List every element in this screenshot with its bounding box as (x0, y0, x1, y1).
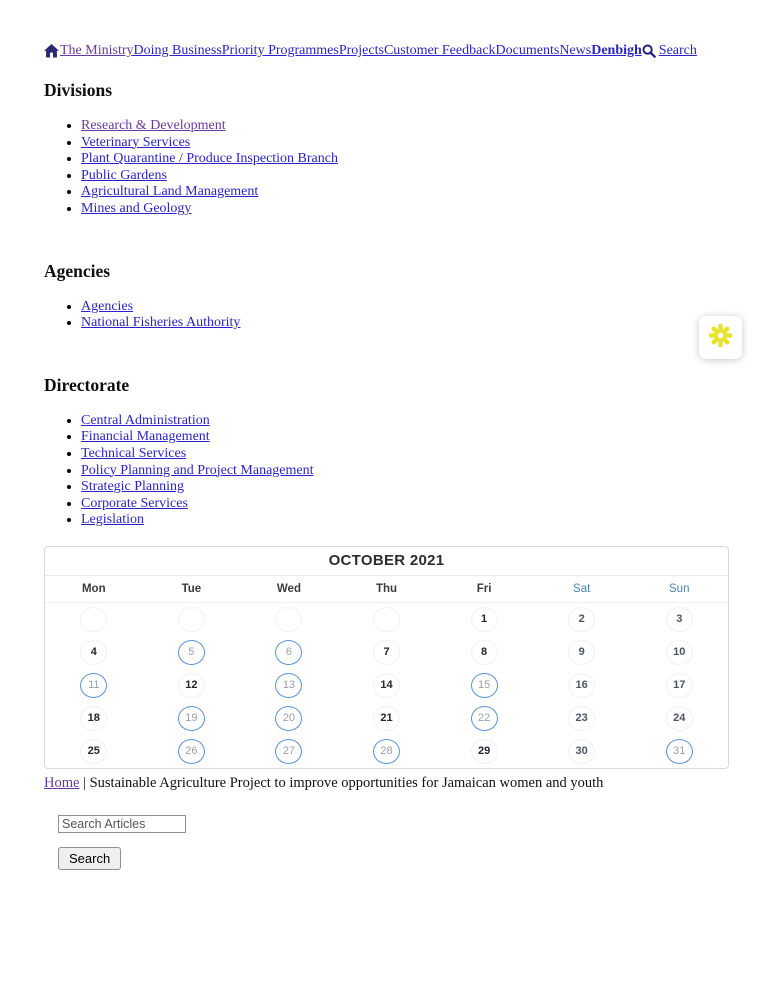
calendar-day-16: 16 (568, 673, 595, 698)
calendar (44, 546, 729, 769)
page-tagline: Sustainable Agriculture Project to improve opportunities for Jamaican women and youth (89, 774, 604, 791)
list-item (81, 184, 729, 201)
list-item (81, 315, 729, 332)
calendar-day-12: 12 (178, 673, 205, 698)
calendar-dow-fri: Fri (476, 582, 492, 595)
calendar-cell (143, 669, 241, 702)
home-icon-link[interactable] (44, 44, 59, 58)
calendar-cell (630, 603, 728, 636)
calendar-cell (435, 669, 533, 702)
calendar-cell (533, 735, 631, 768)
section-list-agencies (44, 299, 729, 332)
calendar-dow-mon: Mon (81, 582, 106, 595)
calendar-week-row (45, 702, 728, 735)
calendar-day-15[interactable]: 15 (471, 673, 498, 698)
nav-link-denbigh[interactable]: Denbigh (591, 43, 642, 58)
calendar-cell (240, 669, 338, 702)
calendar-day-6[interactable]: 6 (275, 640, 302, 665)
list-item (81, 479, 729, 496)
link-technical-services[interactable]: Technical Services (81, 445, 187, 461)
calendar-cell (435, 603, 533, 636)
sections (44, 80, 729, 529)
calendar-dow-tue: Tue (181, 582, 202, 595)
list-item (81, 496, 729, 513)
calendar-day-8: 8 (471, 640, 498, 665)
accessibility-widget-button[interactable] (699, 316, 742, 359)
calendar-cell (435, 735, 533, 768)
calendar-day-19[interactable]: 19 (178, 706, 205, 731)
section-list-directorate (44, 413, 729, 529)
home-link[interactable]: Home (44, 774, 80, 791)
calendar-dow-sun: Sun (669, 582, 690, 595)
list-item (81, 413, 729, 430)
calendar-day-24: 24 (666, 706, 693, 731)
list-item (81, 429, 729, 446)
nav-link-news[interactable]: News (559, 43, 592, 58)
calendar-day-30: 30 (568, 739, 595, 764)
calendar-day-13[interactable]: 13 (275, 673, 302, 698)
nav-link-documents[interactable]: Documents (495, 43, 560, 58)
link-strategic-planning[interactable]: Strategic Planning (81, 479, 185, 495)
calendar-day-29: 29 (471, 739, 498, 764)
calendar-day-23: 23 (568, 706, 595, 731)
calendar-day-17: 17 (666, 673, 693, 698)
nav-search-label: Search (658, 43, 697, 58)
breadcrumb-separator: | (79, 774, 90, 791)
calendar-cell (630, 735, 728, 768)
calendar-day-21: 21 (373, 706, 400, 731)
calendar-day-18: 18 (80, 706, 107, 731)
calendar-cell (338, 702, 436, 735)
calendar-cell (45, 669, 143, 702)
section-heading-directorate: Directorate (44, 374, 130, 395)
calendar-empty-day (80, 607, 107, 632)
calendar-cell (338, 603, 436, 636)
article-search-input[interactable] (58, 815, 186, 833)
nav-search-link[interactable] (642, 43, 697, 59)
calendar-day-2: 2 (568, 607, 595, 632)
breadcrumb (44, 775, 729, 792)
calendar-cell (143, 603, 241, 636)
calendar-cell (143, 735, 241, 768)
calendar-cell (240, 735, 338, 768)
article-search-form (58, 815, 729, 870)
nav-link-projects[interactable]: Projects (338, 43, 384, 58)
calendar-day-31[interactable]: 31 (666, 739, 693, 764)
link-central-administration[interactable]: Central Administration (81, 412, 210, 428)
calendar-day-11[interactable]: 11 (80, 673, 107, 698)
link-agricultural-land-management[interactable]: Agricultural Land Management (81, 184, 259, 200)
calendar-cell (45, 702, 143, 735)
link-financial-management[interactable]: Financial Management (81, 429, 210, 445)
link-veterinary-services[interactable]: Veterinary Services (81, 134, 191, 150)
calendar-day-9: 9 (568, 640, 595, 665)
link-agencies[interactable]: Agencies (81, 298, 134, 314)
calendar-cell (435, 636, 533, 669)
section-heading-divisions: Divisions (44, 80, 113, 100)
calendar-cell (45, 735, 143, 768)
link-corporate-services[interactable]: Corporate Services (81, 495, 188, 511)
calendar-dow-sat: Sat (573, 582, 591, 595)
calendar-day-28[interactable]: 28 (373, 739, 400, 764)
calendar-week-row (45, 636, 728, 669)
search-icon (642, 44, 659, 58)
calendar-week-row (45, 603, 728, 636)
calendar-cell (533, 636, 631, 669)
calendar-empty-day (275, 607, 302, 632)
calendar-day-22[interactable]: 22 (471, 706, 498, 731)
calendar-grid (45, 603, 728, 768)
calendar-cell (240, 603, 338, 636)
list-item (81, 299, 729, 316)
list-item (81, 201, 729, 218)
calendar-cell (338, 669, 436, 702)
asterisk-icon (707, 322, 734, 354)
link-public-gardens[interactable]: Public Gardens (81, 167, 167, 183)
calendar-day-14: 14 (373, 673, 400, 698)
calendar-cell (143, 636, 241, 669)
list-item (81, 151, 729, 168)
calendar-week-row (45, 735, 728, 768)
article-search-button[interactable]: Search (58, 847, 121, 870)
calendar-day-26[interactable]: 26 (178, 739, 205, 764)
list-item (81, 446, 729, 463)
calendar-week-row (45, 669, 728, 702)
calendar-cell (533, 702, 631, 735)
nav-link-the-ministry[interactable]: The Ministry (60, 43, 134, 58)
calendar-day-10: 10 (666, 640, 693, 665)
calendar-empty-day (178, 607, 205, 632)
top-nav (44, 43, 729, 59)
list-item (81, 168, 729, 185)
nav-link-customer-feedback[interactable]: Customer Feedback (383, 43, 496, 58)
calendar-cell (338, 735, 436, 768)
calendar-empty-day (373, 607, 400, 632)
calendar-day-4: 4 (80, 640, 107, 665)
calendar-cell (533, 603, 631, 636)
link-policy-planning-and-project-management[interactable]: Policy Planning and Project Management (81, 462, 314, 478)
calendar-cell (240, 636, 338, 669)
calendar-cell (435, 702, 533, 735)
list-item (81, 512, 729, 529)
calendar-day-1: 1 (471, 607, 498, 632)
calendar-cell (45, 603, 143, 636)
nav-link-priority-programmes[interactable]: Priority Programmes (221, 43, 339, 58)
calendar-cell (143, 702, 241, 735)
calendar-title: OCTOBER 2021 (45, 547, 728, 576)
link-national-fisheries-authority[interactable]: National Fisheries Authority (81, 315, 241, 331)
calendar-cell (630, 636, 728, 669)
calendar-dow-wed: Wed (276, 582, 301, 595)
nav-links (60, 43, 642, 59)
section-list-divisions (44, 118, 729, 218)
calendar-cell (240, 702, 338, 735)
section-heading-agencies: Agencies (44, 260, 111, 281)
nav-link-doing-business[interactable]: Doing Business (133, 43, 222, 58)
calendar-cell (630, 702, 728, 735)
calendar-dow-row (45, 576, 728, 603)
calendar-cell (338, 636, 436, 669)
link-legislation[interactable]: Legislation (81, 512, 144, 528)
list-item (81, 463, 729, 480)
calendar-day-5[interactable]: 5 (178, 640, 205, 665)
calendar-day-7: 7 (373, 640, 400, 665)
list-item (81, 135, 729, 152)
calendar-day-3: 3 (666, 607, 693, 632)
list-item (81, 118, 729, 135)
link-research-development[interactable]: Research & Development (81, 118, 226, 133)
calendar-cell (533, 669, 631, 702)
calendar-day-20[interactable]: 20 (275, 706, 302, 731)
calendar-cell (630, 669, 728, 702)
calendar-dow-thu: Thu (375, 582, 398, 595)
calendar-day-27[interactable]: 27 (275, 739, 302, 764)
link-plant-quarantine-produce-inspection-branch[interactable]: Plant Quarantine / Produce Inspection Branch (81, 151, 338, 167)
link-mines-and-geology[interactable]: Mines and Geology (81, 200, 192, 216)
calendar-day-25: 25 (80, 739, 107, 764)
calendar-cell (45, 636, 143, 669)
home-icon (44, 44, 59, 58)
